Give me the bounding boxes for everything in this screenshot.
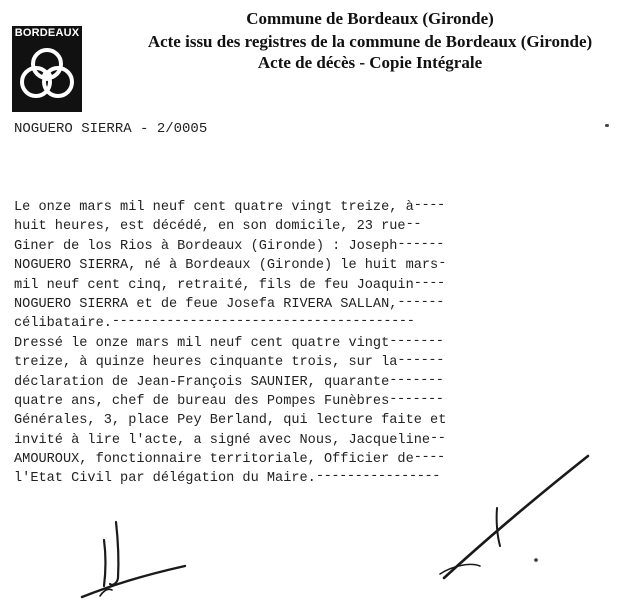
acte-line-filler: ---- — [413, 275, 445, 291]
acte-line-text: Générales, 3, place Pey Berland, qui lecture faite et — [14, 413, 447, 429]
acte-line-filler: ------ — [397, 294, 444, 310]
acte-line-filler: ------- — [389, 333, 444, 349]
acte-line-filler: - — [438, 256, 446, 272]
acte-line-filler: --------------------------------------- — [111, 314, 415, 330]
acte-line-text: NOGUERO SIERRA et de feue Josefa RIVERA SALLAN, — [14, 296, 398, 312]
acte-line-filler: ------ — [397, 236, 444, 252]
acte-line-text: Le onze mars mil neuf cent quatre vingt treize, à — [14, 200, 414, 215]
acte-line-filler: -- — [405, 217, 422, 233]
handwritten-signature-icon — [82, 522, 185, 597]
logo-text: BORDEAUX — [14, 27, 80, 39]
acte-line-text: quatre ans, chef de bureau des Pompes Funèbres — [14, 393, 390, 409]
header-commune: Commune de Bordeaux (Gironde) — [246, 9, 494, 28]
handwritten-signature-icon — [440, 456, 588, 578]
acte-line-filler: ---------------- — [315, 469, 440, 485]
acte-line-filler: ---- — [413, 198, 445, 213]
acte-line-text: l'Etat Civil par délégation du Maire. — [14, 471, 316, 487]
reference-number: NOGUERO SIERRA - 2/0005 — [14, 121, 208, 137]
acte-line-text: mil neuf cent cinq, retraité, fils de feu Joaquin — [14, 277, 414, 293]
acte-line-filler: ---- — [413, 450, 445, 466]
acte-line-filler: ------- — [389, 372, 444, 388]
speck-mark — [534, 558, 538, 562]
acte-line-text: Dressé le onze mars mil neuf cent quatre vingt — [14, 335, 390, 351]
acte-line-text: treize, à quinze heures cinquante trois, sur la — [14, 355, 398, 371]
acte-line-filler: ------- — [389, 391, 444, 407]
acte-line-text: invité à lire l'acte, a signé avec Nous, Jacqueline — [14, 432, 431, 448]
acte-line-filler: -- — [430, 430, 446, 446]
header-registre: Acte issu des registres de la commune de Bordeaux (Gironde) — [147, 32, 593, 51]
acte-line-text: AMOUROUX, fonctionnaire territoriale, Officier de — [14, 452, 414, 468]
acte-line-text: déclaration de Jean-François SAUNIER, quarante — [14, 374, 390, 390]
header-acte-type: Acte de décès - Copie Intégrale — [257, 53, 483, 72]
acte-line-text: célibataire. — [14, 316, 112, 332]
acte-line-text: Giner de los Rios à Bordeaux (Gironde) : Joseph — [14, 238, 398, 254]
acte-line-filler: ------ — [397, 353, 444, 369]
acte-line-text: huit heures, est décédé, en son domicile, 23 rue — [14, 219, 406, 235]
acte-line-text: NOGUERO SIERRA, né à Bordeaux (Gironde) le huit mars — [14, 258, 439, 274]
